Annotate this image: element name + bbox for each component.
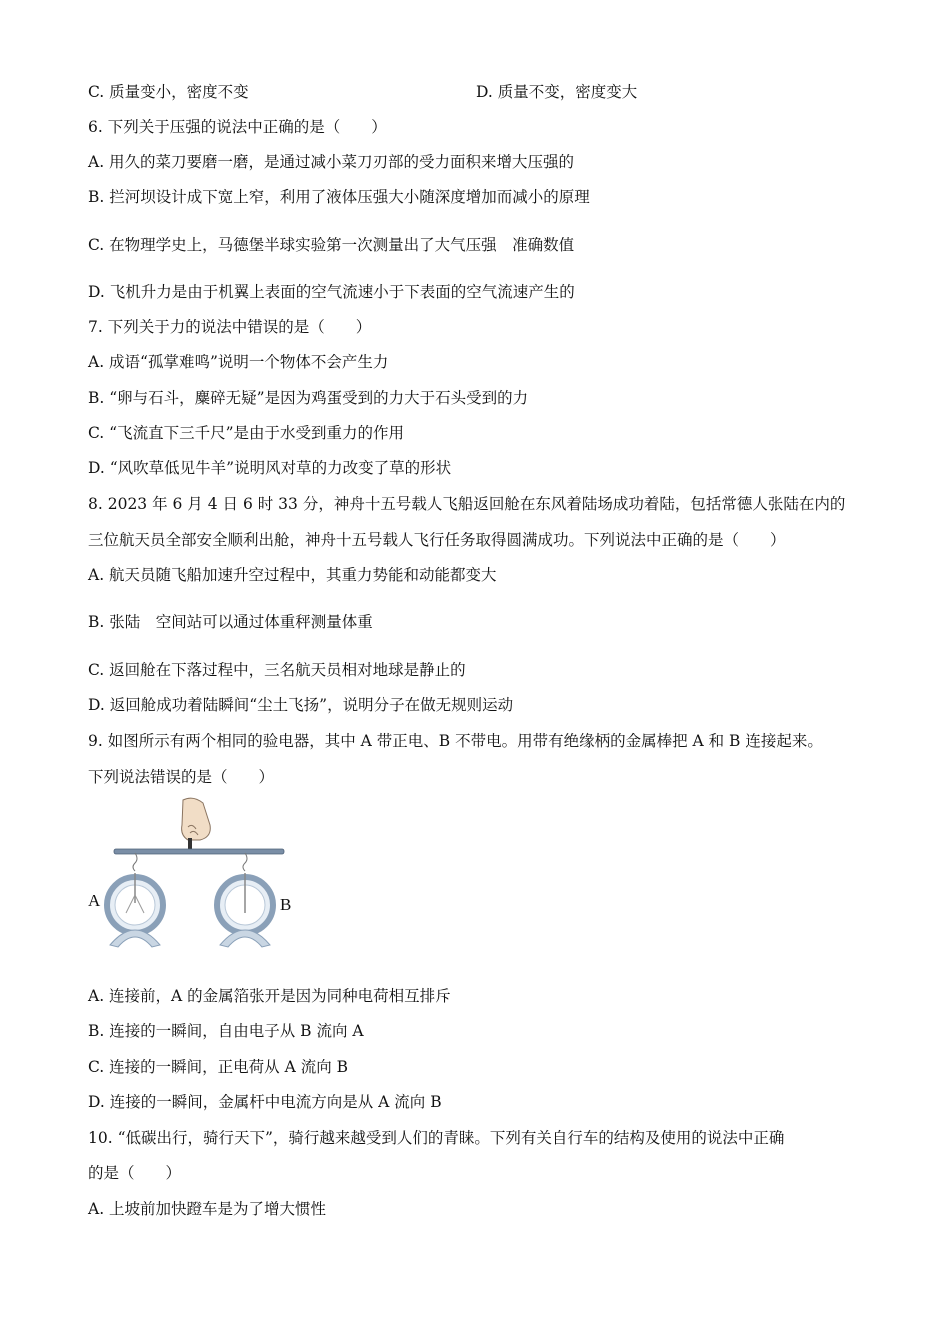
q6-option-d: D. 飞机升力是由于机翼上表面的空气流速小于下表面的空气流速产生的	[88, 283, 575, 301]
q8-option-c: C. 返回舱在下落过程中，三名航天员相对地球是静止的	[88, 661, 466, 679]
q7-option-b: B. “卵与石斗，麋碎无疑”是因为鸡蛋受到的力大于石头受到的力	[88, 389, 529, 407]
q8-option-b: B. 张陆 空间站可以通过体重秤测量体重	[88, 613, 373, 631]
q6-option-c: C. 在物理学史上，马德堡半球实验第一次测量出了大气压强 准确数值	[88, 236, 575, 254]
q9-stem-line-1: 9. 如图所示有两个相同的验电器，其中 A 带正电、B 不带电。用带有绝缘柄的金属棒把 A 和 B 连接起来。	[88, 732, 823, 750]
q8-stem-line-2: 三位航天员全部安全顺利出舱，神舟十五号载人飞行任务取得圆满成功。下列说法中正确的是（ ）	[88, 531, 786, 549]
electroscope-a-label: A	[88, 891, 101, 910]
electroscope-b	[217, 853, 273, 947]
q6-option-b: B. 拦河坝设计成下宽上窄，利用了液体压强大小随深度增加而减小的原理	[88, 188, 590, 206]
q5-option-c: C. 质量变小，密度不变	[88, 83, 249, 101]
q9-option-c: C. 连接的一瞬间，正电荷从 A 流向 B	[88, 1058, 349, 1076]
metal-rod	[114, 849, 284, 854]
q10-stem-line-1: 10. “低碳出行，骑行天下”，骑行越来越受到人们的青睐。下列有关自行车的结构及使用的说法中正确	[88, 1129, 785, 1147]
q9-stem-line-2: 下列说法错误的是（ ）	[88, 768, 275, 786]
q9-option-a: A. 连接前，A 的金属箔张开是因为同种电荷相互排斥	[88, 987, 451, 1005]
q7-stem: 7. 下列关于力的说法中错误的是（ ）	[88, 318, 372, 336]
q8-stem-line-1: 8. 2023 年 6 月 4 日 6 时 33 分，神舟十五号载人飞船返回舱在东风着陆场成功着陆，包括常德人张陆在内的	[88, 495, 846, 513]
q7-option-c: C. “飞流直下三千尺”是由于水受到重力的作用	[88, 424, 405, 442]
q9-option-d: D. 连接的一瞬间，金属杆中电流方向是从 A 流向 B	[88, 1093, 442, 1111]
q7-option-d: D. “风吹草低见牛羊”说明风对草的力改变了草的形状	[88, 459, 452, 477]
electroscope-b-label: B	[280, 895, 292, 914]
q8-option-d: D. 返回舱成功着陆瞬间“尘土飞扬”，说明分子在做无规则运动	[88, 696, 514, 714]
q6-option-a: A. 用久的菜刀要磨一磨，是通过减小菜刀刃部的受力面积来增大压强的	[88, 153, 575, 171]
q7-option-a: A. 成语“孤掌难鸣”说明一个物体不会产生力	[88, 353, 389, 371]
electroscope-a	[107, 853, 163, 947]
q8-option-a: A. 航天员随飞船加速升空过程中，其重力势能和动能都变大	[88, 566, 497, 584]
q10-option-a: A. 上坡前加快蹬车是为了增大惯性	[88, 1200, 327, 1218]
electroscope-illustration	[88, 795, 318, 955]
electroscope-figure	[88, 795, 318, 955]
q5-option-d: D. 质量不变，密度变大	[476, 83, 638, 101]
q9-option-b: B. 连接的一瞬间，自由电子从 B 流向 A	[88, 1022, 364, 1040]
q10-stem-line-2: 的是（ ）	[88, 1164, 182, 1182]
q6-stem: 6. 下列关于压强的说法中正确的是（ ）	[88, 118, 387, 136]
hand-illustration	[182, 798, 211, 840]
